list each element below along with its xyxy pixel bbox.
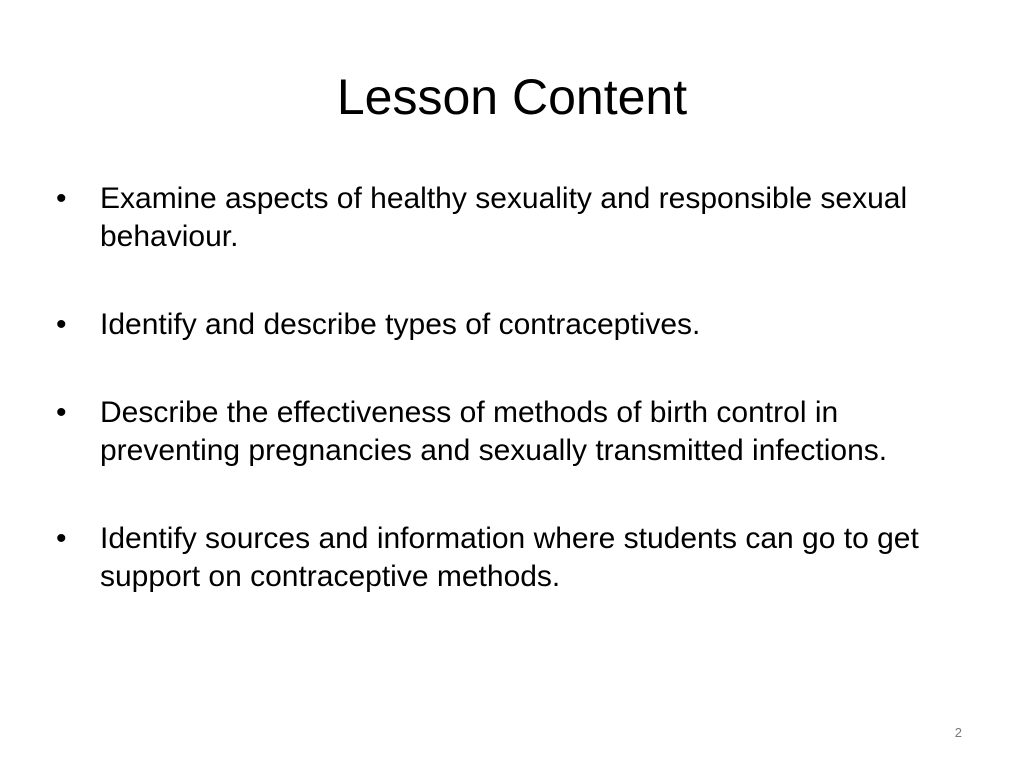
bullet-list [56,180,956,596]
bullet-text: Examine aspects of healthy sexuality and responsible sexual behaviour. [100,182,908,253]
bullet-item [56,306,956,344]
bullet-dot-icon: • [56,182,67,215]
bullet-item [56,520,956,596]
bullet-text: Identify and describe types of contraceptives. [100,308,701,341]
bullet-text: Identify sources and information where students can go to get support on contraceptive methods. [100,522,919,593]
bullet-dot-icon: • [56,308,67,341]
bullet-item [56,394,956,470]
bullet-dot-icon: • [56,522,67,555]
slide-title: Lesson Content [336,69,688,125]
page-number: 2 [954,725,962,740]
bullet-dot-icon: • [56,396,67,429]
bullet-text: Describe the effectiveness of methods of birth control in preventing pregnancies and sexually transmitted infections. [100,396,888,467]
bullet-item [56,180,956,256]
